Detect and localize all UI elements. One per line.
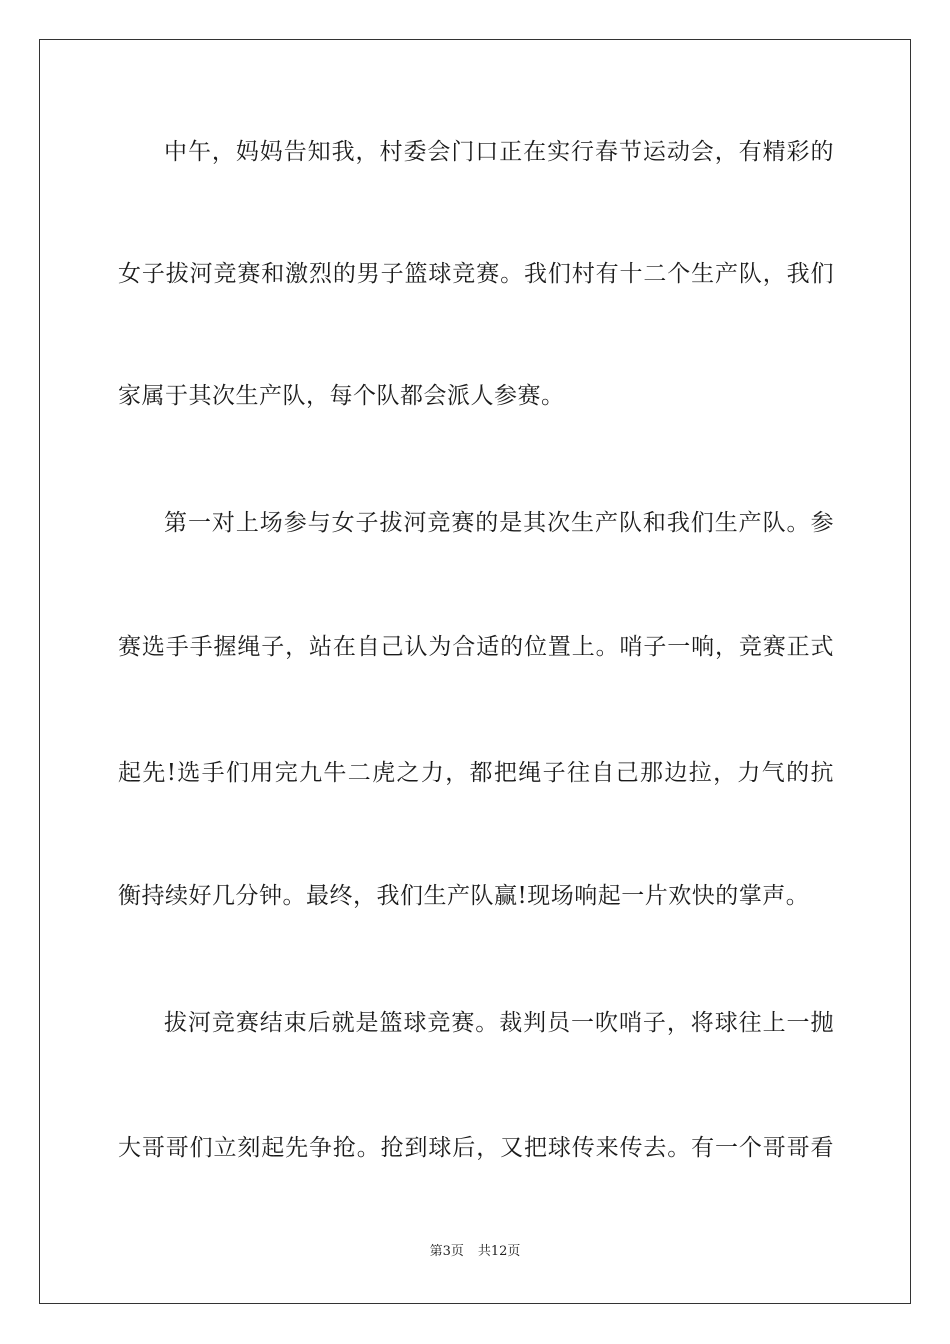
page-footer xyxy=(0,1244,950,1260)
text-line: 第一对上场参与女子拔河竞赛的是其次生产队和我们生产队。参 xyxy=(164,510,834,536)
text-line: 拔河竞赛结束后就是篮球竞赛。裁判员一吹哨子，将球往上一抛 xyxy=(164,1010,834,1036)
text-line: 中午，妈妈告知我，村委会门口正在实行春节运动会，有精彩的 xyxy=(164,139,834,165)
text-line: 家属于其次生产队，每个队都会派人参赛。 xyxy=(118,383,565,409)
text-line: 起先!选手们用完九牛二虎之力，都把绳子往自己那边拉，力气的抗 xyxy=(118,760,834,786)
text-line: 大哥哥们立刻起先争抢。抢到球后，又把球传来传去。有一个哥哥看 xyxy=(118,1135,834,1161)
page-number: 第3页 xyxy=(429,1244,464,1259)
page-total: 共12页 xyxy=(477,1244,521,1259)
text-line: 衡持续好几分钟。最终，我们生产队赢!现场响起一片欢快的掌声。 xyxy=(118,883,810,909)
text-line: 女子拔河竞赛和激烈的男子篮球竞赛。我们村有十二个生产队，我们 xyxy=(118,261,834,287)
page-border xyxy=(39,39,911,1304)
text-line: 赛选手手握绳子，站在自己认为合适的位置上。哨子一响，竞赛正式 xyxy=(118,634,834,660)
